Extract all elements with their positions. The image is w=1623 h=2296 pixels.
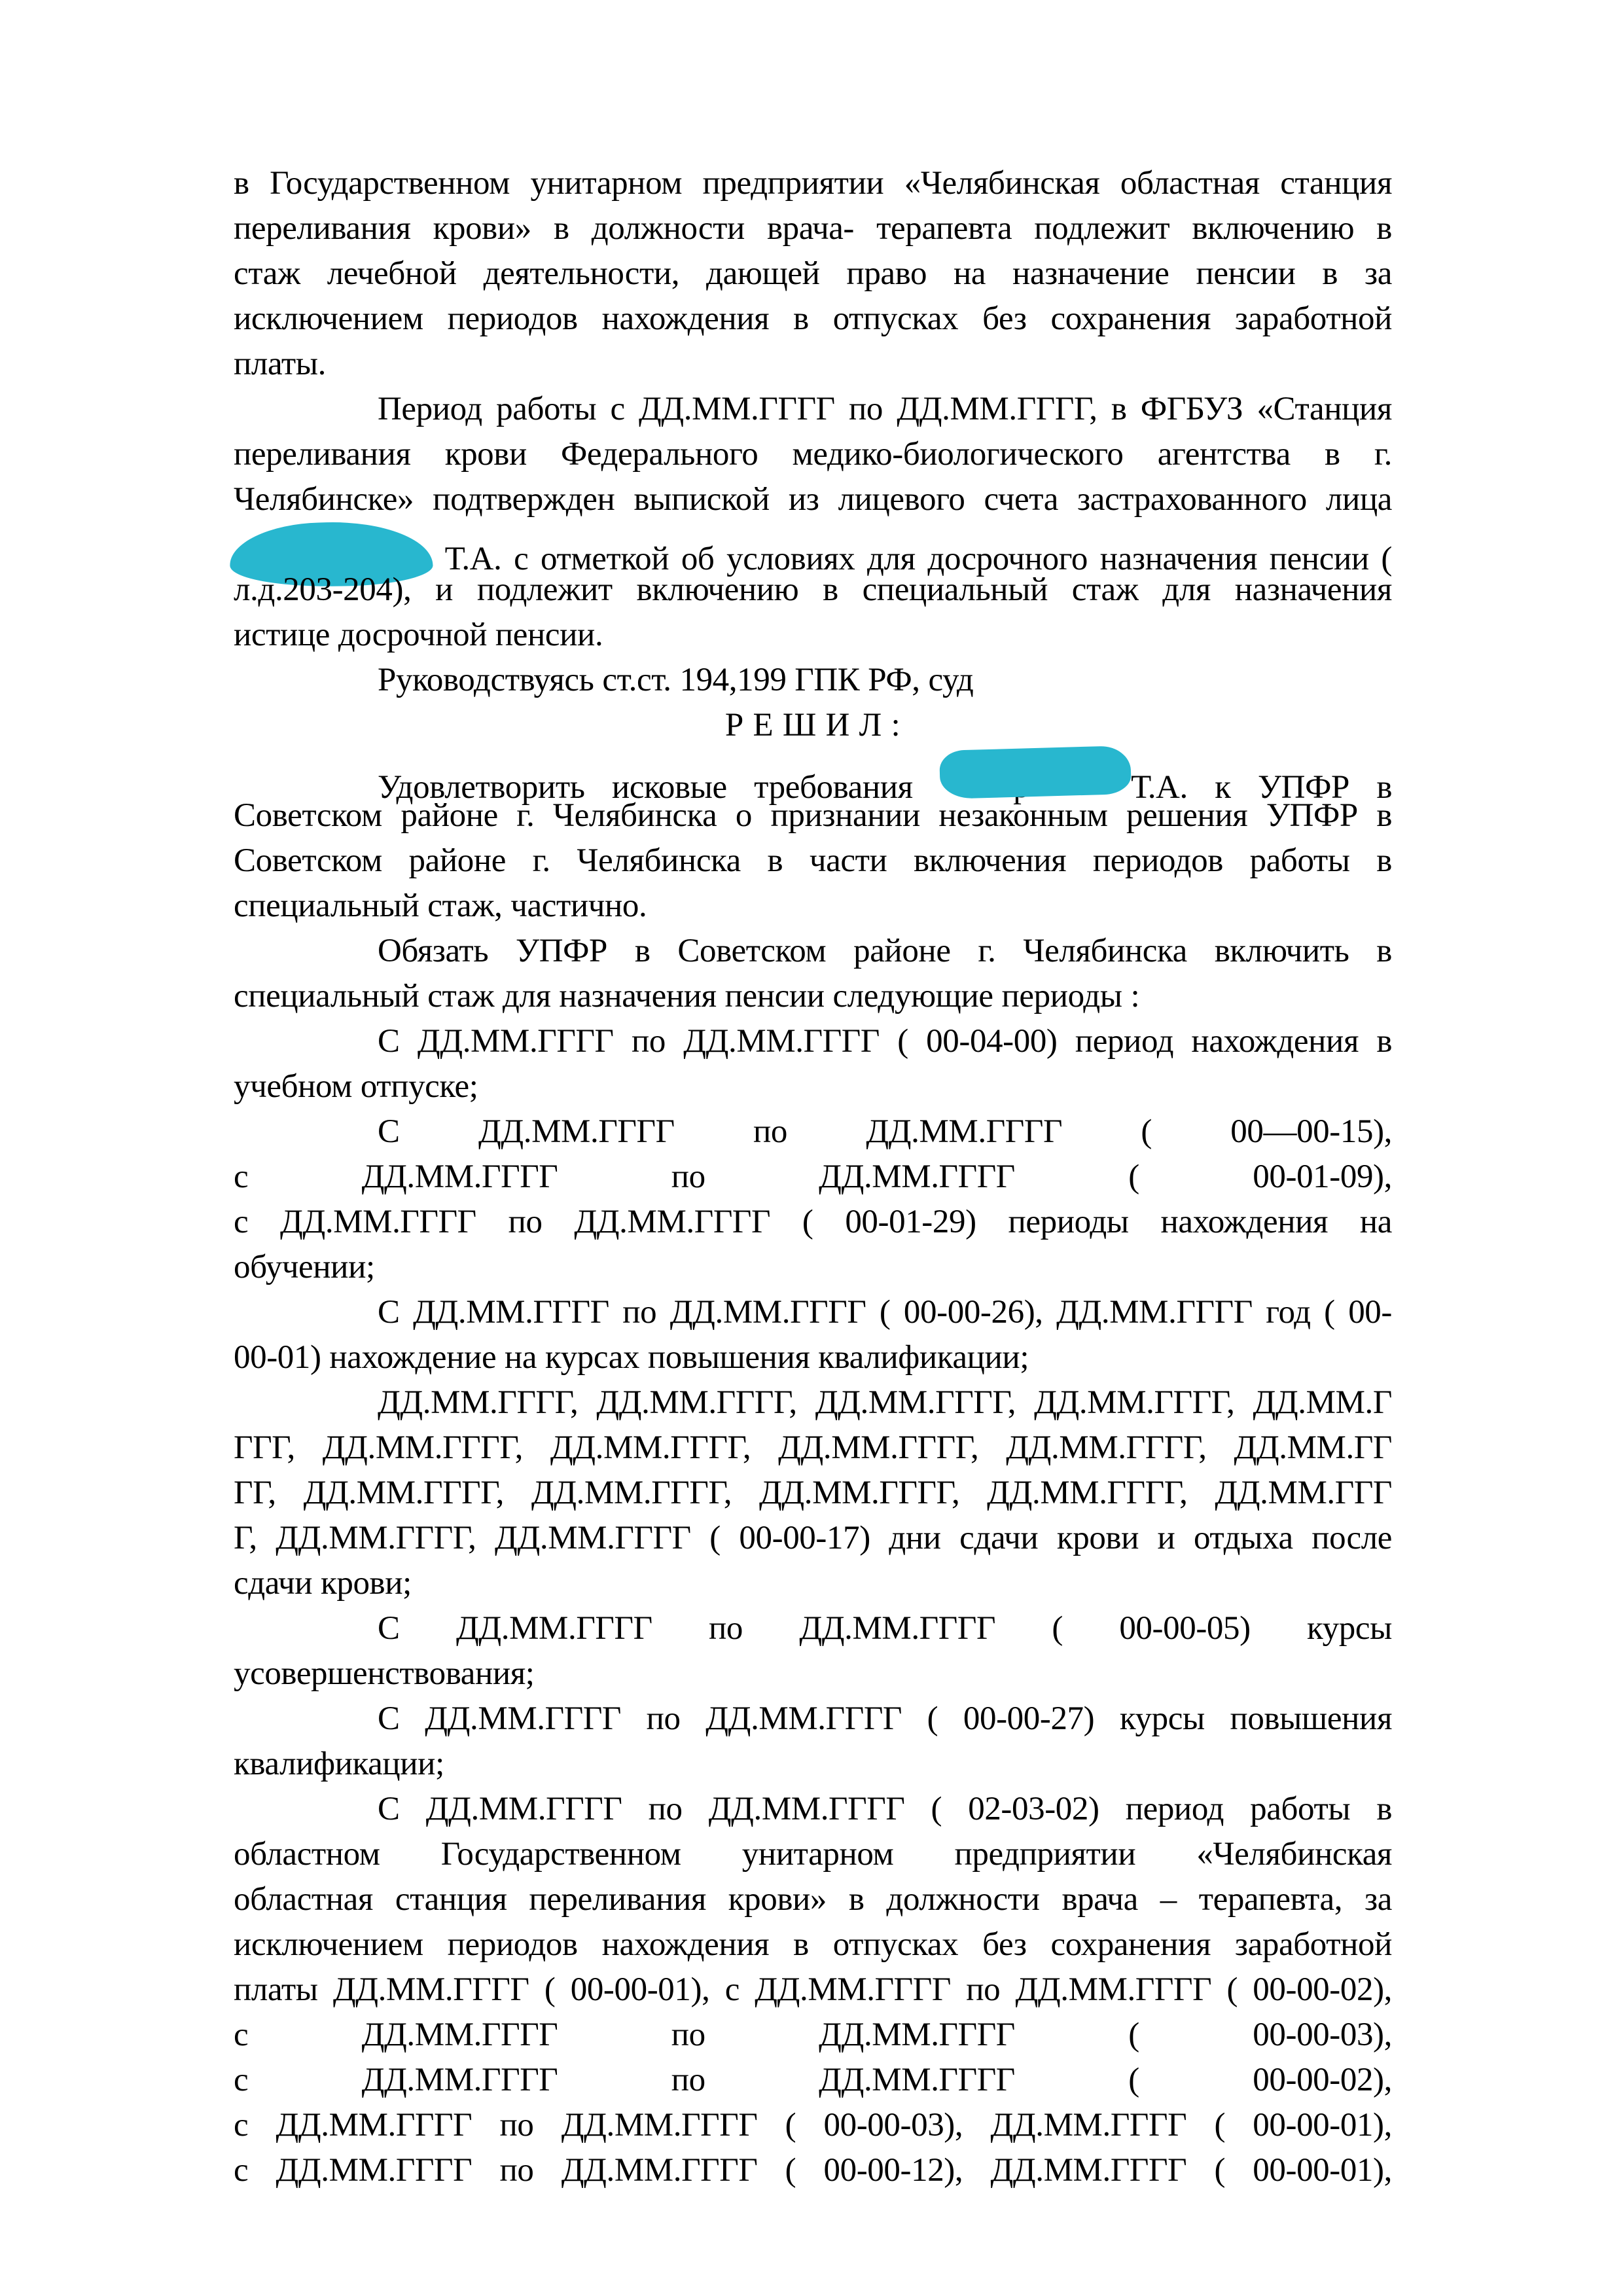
text-line: специальный стаж, частично. [234, 888, 647, 924]
text-line: С ДД.ММ.ГГГГ по ДД.ММ.ГГГГ ( 00-04-00) период нахождения в [378, 1023, 1392, 1060]
text-line: Обязать УПФР в Советском районе г. Челябинска включить в [378, 933, 1392, 969]
text-line: специальный стаж для назначения пенсии следующие периоды : [234, 978, 1140, 1014]
text-segment: Т.А. с отметкой об условиях для досрочного назначения пенсии ( [433, 541, 1392, 577]
text-line: ГГГ, ДД.ММ.ГГГГ, ДД.ММ.ГГГГ, ДД.ММ.ГГГГ, ДД.ММ.ГГГГ, ДД.ММ.ГГ [234, 1429, 1392, 1466]
document-text-block [234, 161, 1392, 2193]
text-line [234, 748, 1392, 806]
text-line: сдачи крови; [234, 1565, 412, 1602]
text-line: истице досрочной пенсии. [234, 617, 603, 653]
text-line: Советском районе г. Челябинска в части включения периодов работы в [234, 842, 1392, 879]
text-line [234, 522, 1392, 577]
text-line: стаж лечебной деятельности, дающей право на назначение пенсии в за [234, 255, 1392, 292]
text-line: л.д.203-204), и подлежит включению в специальный стаж для назначения [234, 571, 1392, 608]
text-line: ДД.ММ.ГГГГ, ДД.ММ.ГГГГ, ДД.ММ.ГГГГ, ДД.ММ.ГГГГ, ДД.ММ.Г [378, 1384, 1392, 1421]
text-line: С ДД.ММ.ГГГГ по ДД.ММ.ГГГГ ( 00—00-15), [378, 1113, 1392, 1150]
text-line: усовершенствования; [234, 1655, 535, 1692]
text-line: переливания крови Федерального медико-биологического агентства в г. [234, 436, 1392, 473]
text-line: С ДД.ММ.ГГГГ по ДД.ММ.ГГГГ ( 00-00-26), ДД.ММ.ГГГГ год ( 00- [378, 1294, 1392, 1331]
text-line: с ДД.ММ.ГГГГ по ДД.ММ.ГГГГ ( 00-00-02), [234, 2062, 1392, 2098]
text-line: в Государственном унитарном предприятии «Челябинская областная станция [234, 165, 1392, 202]
text-line: платы ДД.ММ.ГГГГ ( 00-00-01), с ДД.ММ.ГГГГ по ДД.ММ.ГГГГ ( 00-00-02), [234, 1971, 1392, 2008]
text-line: исключением периодов нахождения в отпусках без сохранения заработной [234, 300, 1392, 337]
text-segment: Удовлетворить исковые требования [378, 769, 940, 806]
text-segment: Т.А. к УПФР в [1131, 769, 1392, 806]
text-line: областная станция переливания крови» в должности врача – терапевта, за [234, 1881, 1392, 1918]
redaction-blob-2 [939, 745, 1132, 799]
text-line: ГГ, ДД.ММ.ГГГГ, ДД.ММ.ГГГГ, ДД.ММ.ГГГГ, ДД.ММ.ГГГГ, ДД.ММ.ГГГ [234, 1475, 1392, 1511]
text-line: Период работы с ДД.ММ.ГГГГ по ДД.ММ.ГГГГ, в ФГБУЗ «Станция [378, 391, 1392, 427]
text-line: Челябинске» подтвержден выпиской из лицевого счета застрахованного лица [234, 481, 1392, 518]
text-line: Р Е Ш И Л : [724, 707, 901, 744]
text-line: обучении; [234, 1249, 375, 1285]
text-line: с ДД.ММ.ГГГГ по ДД.ММ.ГГГГ ( 00-00-03), ДД.ММ.ГГГГ ( 00-00-01), [234, 2107, 1392, 2144]
text-line: Советском районе г. Челябинска о признании незаконным решения УПФР в [234, 797, 1392, 834]
text-line: с ДД.ММ.ГГГГ по ДД.ММ.ГГГГ ( 00-01-29) периоды нахождения на [234, 1204, 1392, 1240]
text-line: С ДД.ММ.ГГГГ по ДД.ММ.ГГГГ ( 02-03-02) период работы в [378, 1791, 1392, 1827]
text-line: Руководствуясь ст.ст. 194,199 ГПК РФ, суд [378, 662, 974, 698]
text-line: С ДД.ММ.ГГГГ по ДД.ММ.ГГГГ ( 00-00-27) курсы повышения [378, 1700, 1392, 1737]
text-line: учебном отпуске; [234, 1068, 478, 1105]
text-line: с ДД.ММ.ГГГГ по ДД.ММ.ГГГГ ( 00-01-09), [234, 1158, 1392, 1195]
text-line: переливания крови» в должности врача- терапевта подлежит включению в [234, 210, 1392, 247]
text-line: областном Государственном унитарном предприятии «Челябинская [234, 1836, 1392, 1873]
text-line: исключением периодов нахождения в отпусках без сохранения заработной [234, 1926, 1392, 1963]
text-line: 00-01) нахождение на курсах повышения квалификации; [234, 1339, 1029, 1376]
text-line: Г, ДД.ММ.ГГГГ, ДД.ММ.ГГГГ ( 00-00-17) дни сдачи крови и отдыха после [234, 1520, 1392, 1556]
text-line: с ДД.ММ.ГГГГ по ДД.ММ.ГГГГ ( 00-00-12), ДД.ММ.ГГГГ ( 00-00-01), [234, 2152, 1392, 2189]
text-line: с ДД.ММ.ГГГГ по ДД.ММ.ГГГГ ( 00-00-03), [234, 2017, 1392, 2053]
text-line: платы. [234, 346, 326, 382]
text-line: квалификации; [234, 1746, 444, 1782]
text-line: С ДД.ММ.ГГГГ по ДД.ММ.ГГГГ ( 00-00-05) курсы [378, 1610, 1392, 1647]
